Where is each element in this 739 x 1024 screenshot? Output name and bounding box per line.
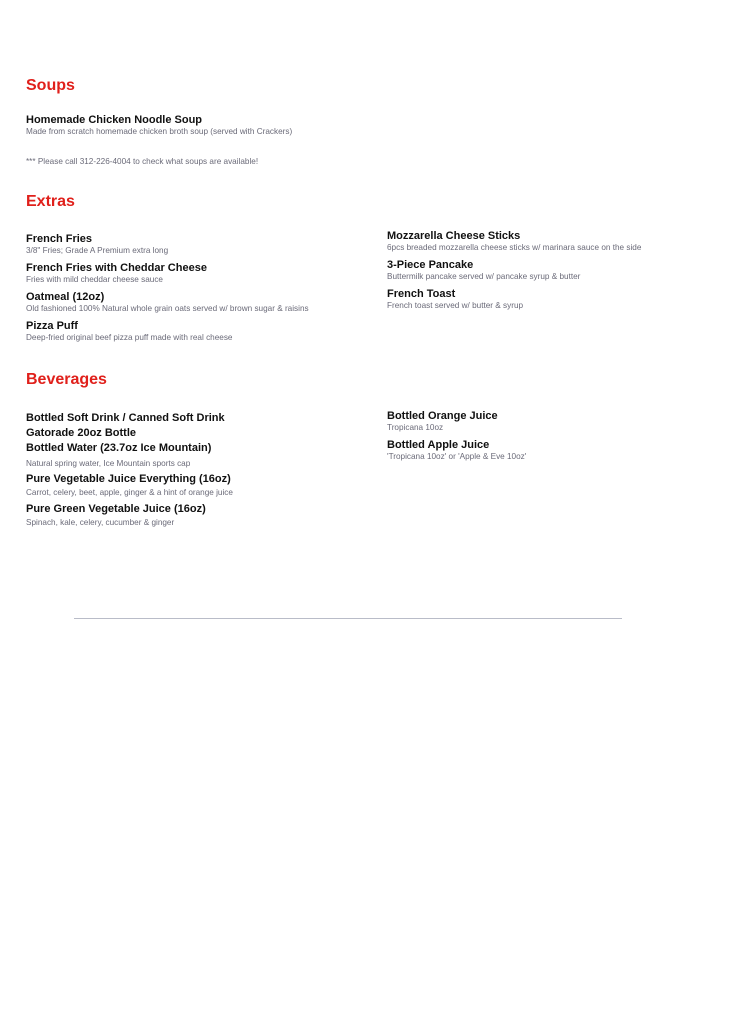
menu-item <box>387 438 526 462</box>
extras-left-column <box>26 232 309 348</box>
menu-item-description: Tropicana 10oz <box>387 423 444 432</box>
menu-item-title: Oatmeal (12oz) <box>26 291 105 303</box>
extras-heading: Extras <box>26 193 75 210</box>
menu-item-title: Mozzarella Cheese Sticks <box>387 230 521 242</box>
menu-item <box>26 232 309 256</box>
menu-item-description: Carrot, celery, beet, apple, ginger & a hint of orange juice <box>26 488 233 497</box>
menu-item-title: Pure Green Vegetable Juice (16oz) <box>26 503 206 515</box>
menu-item-description: Made from scratch homemade chicken broth soup (served with Crackers) <box>26 127 293 136</box>
menu-item-title: Bottled Apple Juice <box>387 439 490 451</box>
menu-item-description: 'Tropicana 10oz' or 'Apple & Eve 10oz' <box>387 452 527 461</box>
menu-item-title: French Toast <box>387 288 456 300</box>
menu-item-description: Spinach, kale, celery, cucumber & ginger <box>26 518 175 527</box>
menu-item <box>387 229 641 253</box>
page-divider <box>74 618 622 619</box>
menu-item-title: French Fries <box>26 233 93 245</box>
soups-list <box>26 113 292 137</box>
menu-item-description: Deep-fried original beef pizza puff made with real cheese <box>26 333 233 342</box>
extras-right-column <box>387 229 641 316</box>
menu-item-title: Pure Vegetable Juice Everything (16oz) <box>26 473 231 485</box>
menu-item <box>387 258 641 282</box>
menu-item-title: 3-Piece Pancake <box>387 259 474 271</box>
menu-item <box>26 261 309 285</box>
menu-item-title: Bottled Soft Drink / Canned Soft Drink <box>26 412 225 424</box>
menu-item-description: Buttermilk pancake served w/ pancake syrup & butter <box>387 272 581 281</box>
menu-item-description: 3/8" Fries; Grade A Premium extra long <box>26 246 169 255</box>
menu-item-title: French Fries with Cheddar Cheese <box>26 262 207 274</box>
menu-item-description: 6pcs breaded mozzarella cheese sticks w/ marinara sauce on the side <box>387 243 642 252</box>
menu-item-description: Old fashioned 100% Natural whole grain oats served w/ brown sugar & raisins <box>26 304 309 313</box>
menu-item <box>387 409 526 433</box>
menu-item-description: Natural spring water, Ice Mountain sports cap <box>26 459 191 468</box>
beverages-heading: Beverages <box>26 371 107 388</box>
soups-heading: Soups <box>26 77 75 94</box>
menu-item <box>387 287 641 311</box>
menu-item-title: Homemade Chicken Noodle Soup <box>26 114 203 126</box>
menu-item-description: French toast served w/ butter & syrup <box>387 301 524 310</box>
menu-item-title: Pizza Puff <box>26 320 78 332</box>
menu-item-title: Gatorade 20oz Bottle <box>26 427 137 439</box>
menu-item-title: Bottled Orange Juice <box>387 410 498 422</box>
menu-item <box>26 290 309 314</box>
beverages-right-column <box>387 409 526 467</box>
menu-item-title: Bottled Water (23.7oz Ice Mountain) <box>26 442 212 454</box>
menu-item <box>26 319 309 343</box>
menu-item-description: Fries with mild cheddar cheese sauce <box>26 275 163 284</box>
beverages-left-column <box>26 411 233 528</box>
soups-note: *** Please call 312-226-4004 to check what soups are available! <box>26 157 259 166</box>
